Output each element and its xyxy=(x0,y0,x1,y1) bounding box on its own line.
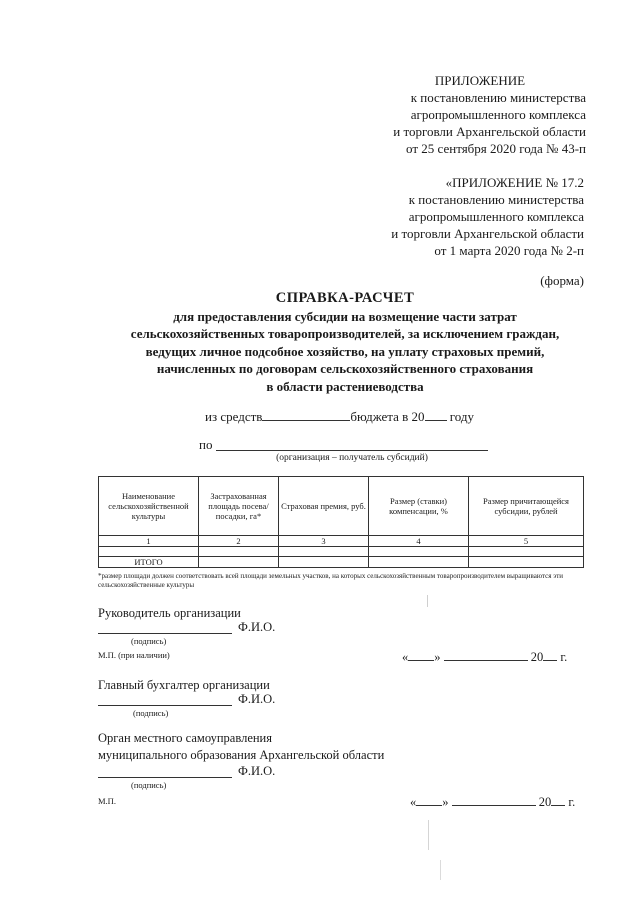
header-subsidy-amount: Размер причитающейся субсидии, рублей xyxy=(469,477,584,536)
header-insurance-premium: Страховая премия, руб. xyxy=(279,477,369,536)
municipal-title-line: Орган местного самоуправления xyxy=(98,731,272,745)
header-compensation-rate: Размер (ставки) компенсации, % xyxy=(369,477,469,536)
appendix-1-line: агропромышленного комплекса xyxy=(410,107,586,122)
scan-artifact xyxy=(427,595,428,607)
accountant-fio: Ф.И.О. xyxy=(238,692,276,706)
budget-prefix: из средств xyxy=(205,409,263,424)
appendix-2-title: «ПРИЛОЖЕНИЕ № 17.2 xyxy=(445,175,584,190)
table-footnote: *размер площади должен соответствовать всей площади земельных участков, на которых сельскохозяйственным товаропроизводителем выращиваются эти сельскохозяйственные культуры xyxy=(98,572,564,589)
document-subtitle-line: начисленных по договорам сельскохозяйственного страхования xyxy=(156,361,534,376)
date-day-field[interactable] xyxy=(416,793,442,806)
recipient-prefix: по xyxy=(199,437,213,452)
column-number: 1 xyxy=(99,536,199,547)
date-year-field[interactable] xyxy=(543,648,557,661)
budget-name-field[interactable] xyxy=(262,408,350,421)
appendix-2-line: и торговли Архангельской области xyxy=(391,226,584,241)
appendix-1-title: ПРИЛОЖЕНИЕ xyxy=(434,73,526,88)
table-cell[interactable] xyxy=(199,557,279,568)
municipal-signature-caption: (подпись) xyxy=(131,780,167,790)
column-number: 5 xyxy=(469,536,584,547)
budget-year-field[interactable] xyxy=(425,408,447,421)
table-cell[interactable] xyxy=(369,557,469,568)
date-suffix: г. xyxy=(560,650,568,664)
appendix-1-line: и торговли Архангельской области xyxy=(393,124,586,139)
budget-middle: бюджета в 20 xyxy=(350,409,425,424)
table-cell[interactable] xyxy=(279,557,369,568)
column-number: 3 xyxy=(279,536,369,547)
table-cell[interactable] xyxy=(369,547,469,557)
appendix-2-line: к постановлению министерства xyxy=(408,192,584,207)
municipal-date xyxy=(410,793,575,810)
table-cell[interactable] xyxy=(469,547,584,557)
budget-suffix: году xyxy=(449,409,475,424)
total-label: ИТОГО xyxy=(99,557,199,568)
table-cell[interactable] xyxy=(279,547,369,557)
accountant-signature-field[interactable] xyxy=(98,705,232,706)
document-subtitle-line: сельскохозяйственных товаропроизводителей, за исключением граждан, xyxy=(130,326,560,341)
header-crop-name: Наименование сельскохозяйственной культуры xyxy=(99,477,199,536)
head-title: Руководитель организации xyxy=(98,606,241,620)
scan-artifact xyxy=(428,820,429,850)
document-subtitle-line: для предоставления субсидии на возмещение части затрат xyxy=(173,309,517,324)
header-insured-area: Застрахованная площадь посева/посадки, га* xyxy=(199,477,279,536)
appendix-1-line: от 25 сентября 2020 года № 43-п xyxy=(406,141,586,156)
recipient-caption: (организация – получатель субсидий) xyxy=(276,453,428,463)
column-number: 2 xyxy=(199,536,279,547)
date-open-quote: « xyxy=(402,650,409,664)
municipal-signature-field[interactable] xyxy=(98,777,232,778)
date-close-quote: » xyxy=(434,650,441,664)
table-number-row xyxy=(99,536,584,547)
accountant-signature-caption: (подпись) xyxy=(133,708,169,718)
head-fio: Ф.И.О. xyxy=(238,620,276,634)
table-total-row xyxy=(99,557,584,568)
head-date xyxy=(402,648,567,665)
document-title: СПРАВКА-РАСЧЕТ xyxy=(275,290,415,306)
scan-artifact xyxy=(440,860,441,880)
table-header-row xyxy=(99,477,584,536)
date-close-quote: » xyxy=(442,795,449,809)
date-open-quote: « xyxy=(410,795,417,809)
head-stamp-label: М.П. (при наличии) xyxy=(98,650,170,660)
date-year-prefix: 20 xyxy=(530,650,544,664)
date-day-field[interactable] xyxy=(408,648,434,661)
column-number: 4 xyxy=(369,536,469,547)
table-cell[interactable] xyxy=(99,547,199,557)
date-month-field[interactable] xyxy=(444,648,528,661)
table-row xyxy=(99,547,584,557)
appendix-2-line: от 1 марта 2020 года № 2-п xyxy=(434,243,584,258)
table-cell[interactable] xyxy=(469,557,584,568)
municipal-title-line: муниципального образования Архангельской области xyxy=(98,748,385,762)
subsidy-table xyxy=(98,476,584,568)
document-subtitle-line: в области растениеводства xyxy=(266,379,424,394)
appendix-2-line: агропромышленного комплекса xyxy=(408,209,584,224)
document-subtitle-line: ведущих личное подсобное хозяйство, на уплату страховых премий, xyxy=(145,344,545,359)
date-year-prefix: 20 xyxy=(538,795,552,809)
table-cell[interactable] xyxy=(199,547,279,557)
recipient-field[interactable] xyxy=(216,450,488,451)
head-signature-caption: (подпись) xyxy=(131,636,167,646)
date-year-field[interactable] xyxy=(551,793,565,806)
budget-line xyxy=(205,408,474,425)
municipal-fio: Ф.И.О. xyxy=(238,764,276,778)
date-suffix: г. xyxy=(568,795,576,809)
head-signature-field[interactable] xyxy=(98,633,232,634)
form-label: (форма) xyxy=(540,273,584,288)
date-month-field[interactable] xyxy=(452,793,536,806)
municipal-stamp-label: М.П. xyxy=(98,796,116,806)
appendix-1-line: к постановлению министерства xyxy=(410,90,586,105)
accountant-title: Главный бухгалтер организации xyxy=(98,678,270,692)
